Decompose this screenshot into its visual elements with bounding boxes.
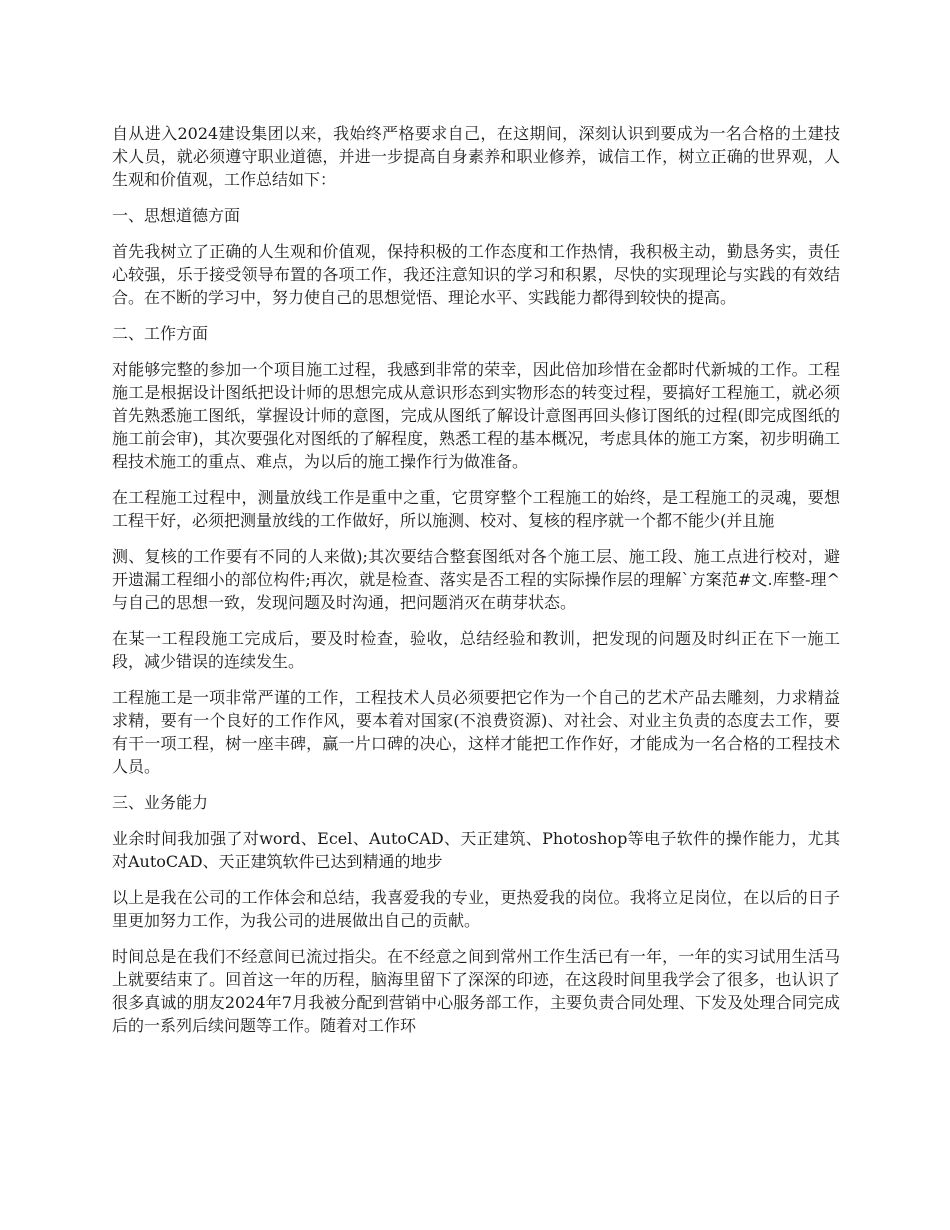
moral-paragraph: 首先我树立了正确的人生观和价值观，保持积极的工作态度和工作热情，我积极主动，勤恳务实，责任心较强，乐于接受领导布置的各项工作，我还注意知识的学习和积累，尽快的实现理论与实践的有效结合。在不断的学习中，努力使自己的思想觉悟、理论水平、实践能力都得到较快的提高。 xyxy=(112,242,840,307)
section-heading-skills: 三、业务能力 xyxy=(112,793,209,812)
intro-paragraph: 自从进入2024建设集团以来，我始终严格要求自己，在这期间，深刻认识到要成为一名合格的土建技术人员，就必须遵守职业道德，并进一步提高自身素养和职业修养，诚信工作，树立正确的世界观，人生观和价值观，工作总结如下： xyxy=(112,124,840,189)
skills-paragraph: 业余时间我加强了对word、Ecel、AutoCAD、天正建筑、Photoshop等电子软件的操作能力，尤其对AutoCAD、天正建筑软件已达到精通的地步 xyxy=(112,829,840,871)
time-paragraph: 时间总是在我们不经意间已流过指尖。在不经意之间到常州工作生活已有一年，一年的实习试用生活马上就要结束了。回首这一年的历程，脑海里留下了深深的印迹，在这段时间里我学会了很多，也认识了很多真诚的朋友2024年7月我被分配到营销中心服务部工作，主要负责合同处理、下发及处理合同完成后的一系列后续问题等工作。随着对工作环 xyxy=(112,947,840,1035)
work-paragraph-4: 在某一工程段施工完成后，要及时检查，验收，总结经验和教训，把发现的问题及时纠正在下一施工段，减少错误的连续发生。 xyxy=(112,629,840,671)
work-paragraph-1: 对能够完整的参加一个项目施工过程，我感到非常的荣幸，因此倍加珍惜在金都时代新城的工作。工程施工是根据设计图纸把设计师的思想完成从意识形态到实物形态的转变过程，要搞好工程施工，就必须首先熟悉施工图纸，掌握设计师的意图，完成从图纸了解设计意图再回头修订图纸的过程(即完成图纸的施工前会审)，其次要强化对图纸的了解程度，熟悉工程的基本概况，考虑具体的施工方案，初步明确工程技术施工的重点、难点，为以后的施工操作行为做准备。 xyxy=(112,360,840,471)
work-paragraph-3: 测、复核的工作要有不同的人来做);其次要结合整套图纸对各个施工层、施工段、施工点进行校对，避开遗漏工程细小的部位构件;再次，就是检查、落实是否工程的实际操作层的理解`方案范#文.库整-理^与自己的思想一致，发现问题及时沟通，把问题消灭在萌芽状态。 xyxy=(112,547,840,612)
work-paragraph-5: 工程施工是一项非常严谨的工作，工程技术人员必须要把它作为一个自己的艺术产品去雕刻，力求精益求精，要有一个良好的工作作风，要本着对国家(不浪费资源)、对社会、对业主负责的态度去工作，要有干一项工程，树一座丰碑，赢一片口碑的决心，这样才能把工作作好，才能成为一名合格的工程技术人员。 xyxy=(112,688,840,776)
section-heading-moral: 一、思想道德方面 xyxy=(112,206,241,225)
work-paragraph-2: 在工程施工过程中，测量放线工作是重中之重，它贯穿整个工程施工的始终，是工程施工的灵魂，要想工程干好，必须把测量放线的工作做好，所以施测、校对、复核的程序就一个都不能少(并且施 xyxy=(112,488,840,530)
summary-paragraph: 以上是我在公司的工作体会和总结，我喜爱我的专业，更热爱我的岗位。我将立足岗位，在以后的日子里更加努力工作，为我公司的进展做出自己的贡献。 xyxy=(112,888,840,930)
section-heading-work: 二、工作方面 xyxy=(112,324,209,343)
document-body xyxy=(112,122,840,1050)
